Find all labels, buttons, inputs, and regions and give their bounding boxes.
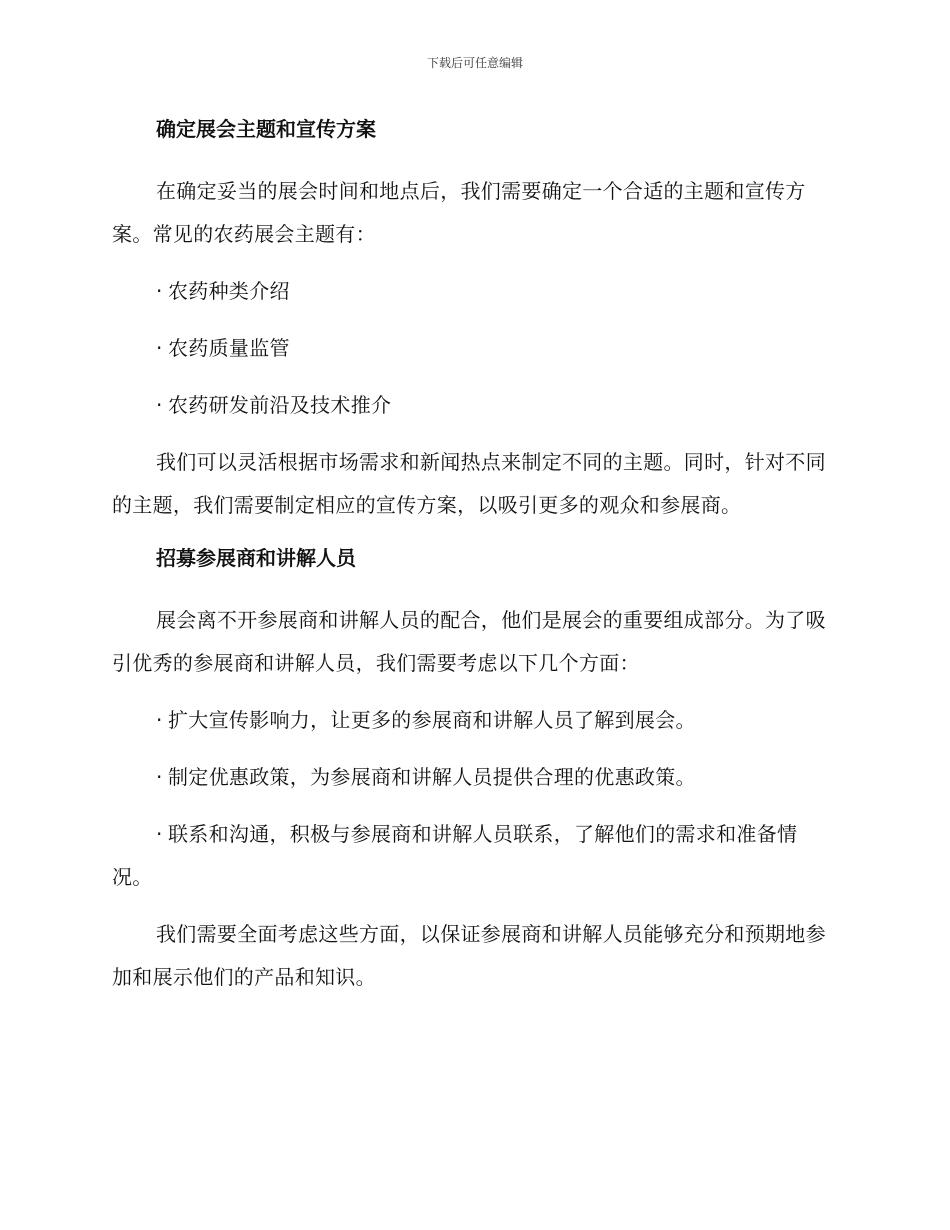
bullet-marker: · <box>156 279 163 303</box>
page-header: 下载后可任意编辑 <box>426 56 523 70</box>
bullet-item <box>112 813 832 899</box>
bullet-item <box>112 756 832 799</box>
bullet-text: 制定优惠政策，为参展商和讲解人员提供合理的优惠政策。 <box>168 765 696 789</box>
paragraph: 我们可以灵活根据市场需求和新闻热点来制定不同的主题。同时，针对不同的主题，我们需要制定相应的宣传方案，以吸引更多的观众和参展商。 <box>112 450 826 517</box>
bullet-text: 农药研发前沿及技术推介 <box>168 393 392 417</box>
bullet-text: 联系和沟通，积极与参展商和讲解人员联系，了解他们的需求和准备情况。 <box>112 822 798 889</box>
paragraph: 在确定妥当的展会时间和地点后，我们需要确定一个合适的主题和宣传方案。常见的农药展会主题有： <box>112 179 806 246</box>
bullet-text: 农药质量监管 <box>168 336 290 360</box>
bullet-text: 扩大宣传影响力，让更多的参展商和讲解人员了解到展会。 <box>168 708 696 732</box>
paragraph: 我们需要全面考虑这些方面，以保证参展商和讲解人员能够充分和预期地参加和展示他们的产品和知识。 <box>112 922 826 989</box>
section-heading: 招募参展商和讲解人员 <box>156 546 356 570</box>
paragraph: 展会离不开参展商和讲解人员的配合，他们是展会的重要组成部分。为了吸引优秀的参展商和讲解人员，我们需要考虑以下几个方面： <box>112 608 826 675</box>
bullet-marker: · <box>156 765 163 789</box>
bullet-marker: · <box>156 708 163 732</box>
bullet-item <box>112 699 832 742</box>
bullet-marker: · <box>156 336 163 360</box>
bullet-marker: · <box>156 393 163 417</box>
bullet-item <box>112 270 832 313</box>
bullet-item <box>112 327 832 370</box>
document-body <box>112 112 832 1013</box>
bullet-item <box>112 384 832 427</box>
bullet-marker: · <box>156 822 163 846</box>
bullet-text: 农药种类介绍 <box>168 279 290 303</box>
section-heading: 确定展会主题和宣传方案 <box>156 117 376 141</box>
